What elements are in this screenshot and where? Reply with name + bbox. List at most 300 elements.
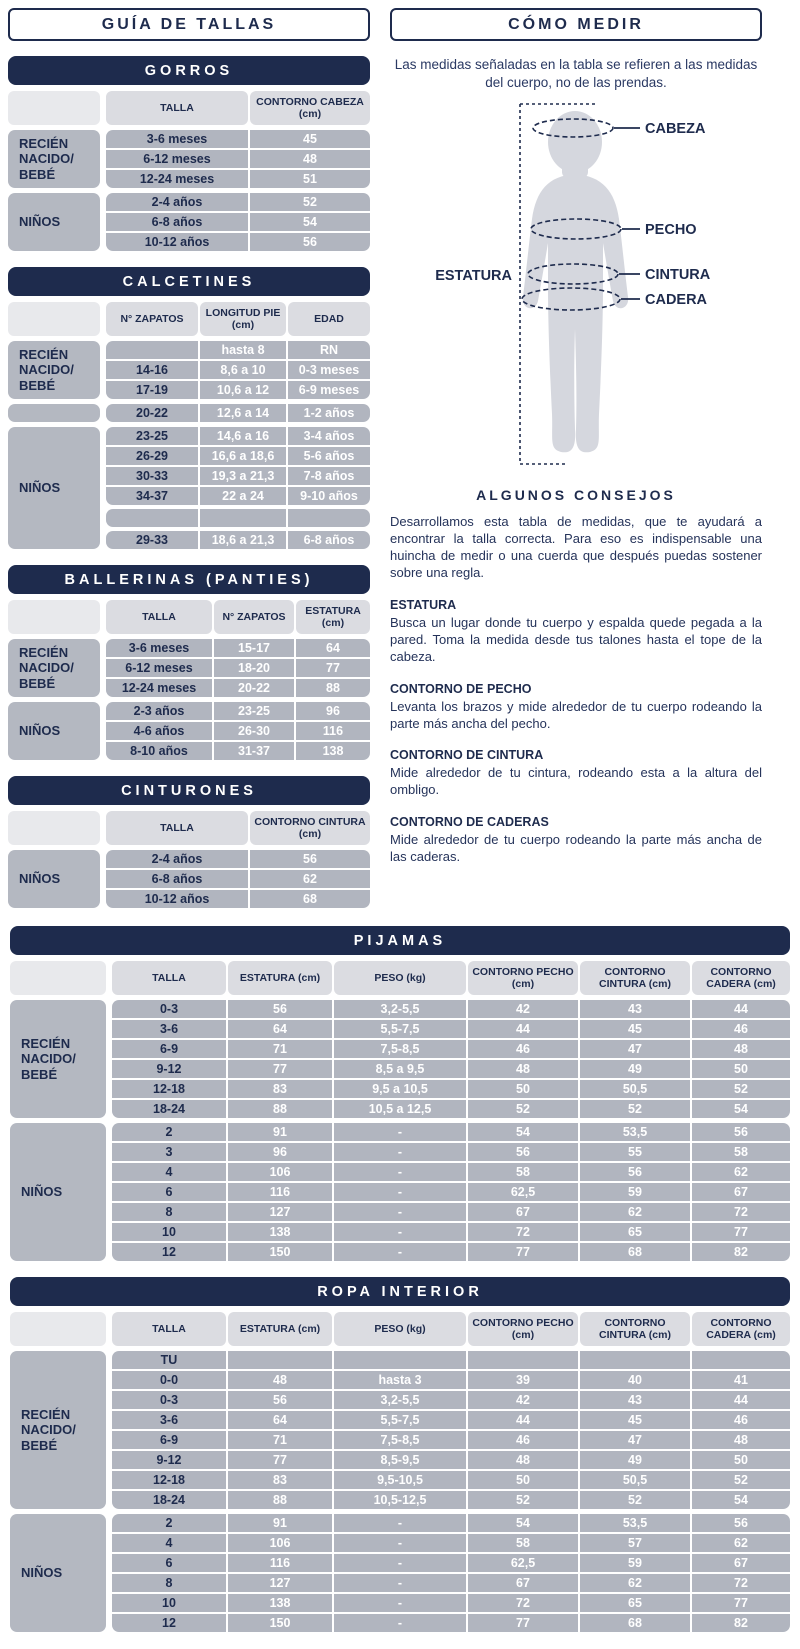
value-cell: 65 xyxy=(580,1223,690,1241)
value-cell: 46 xyxy=(468,1040,578,1058)
value-cell: 54 xyxy=(250,213,370,231)
value-cell: 77 xyxy=(228,1451,332,1469)
corner-cell xyxy=(8,600,100,634)
value-cell: 59 xyxy=(580,1183,690,1201)
header-cells xyxy=(106,600,370,634)
header-row xyxy=(8,600,370,634)
value-cell: 52 xyxy=(580,1491,690,1509)
value-cell: 9,5-10,5 xyxy=(334,1471,466,1489)
value-cell: 1-2 años xyxy=(288,404,370,422)
value-cell: 96 xyxy=(228,1143,332,1161)
table-pijamas xyxy=(10,926,790,1261)
cadera-label: CADERA xyxy=(645,291,708,308)
table-calcetines-body xyxy=(8,302,370,549)
value-cell: 52 xyxy=(468,1491,578,1509)
table-calcetines xyxy=(8,267,370,549)
size-cell: 12-24 meses xyxy=(106,679,212,697)
value-cell: 106 xyxy=(228,1534,332,1552)
value-cell: 8,5 a 9,5 xyxy=(334,1060,466,1078)
value-cell: 50 xyxy=(692,1451,790,1469)
band-groups xyxy=(106,404,370,422)
size-cell: 0-3 xyxy=(112,1000,226,1018)
value-cell: 51 xyxy=(250,170,370,188)
value-cell: 56 xyxy=(228,1000,332,1018)
age-group-label: NIÑOS xyxy=(10,1514,106,1632)
value-cell: 58 xyxy=(468,1534,578,1552)
value-cell: 14,6 a 16 xyxy=(200,427,286,445)
value-cell: 48 xyxy=(250,150,370,168)
value-cell: 56 xyxy=(580,1163,690,1181)
column-header: TALLA xyxy=(112,961,226,995)
value-cell: 8,5-9,5 xyxy=(334,1451,466,1469)
size-cell: 30-33 xyxy=(106,467,198,485)
value-cell: - xyxy=(334,1554,466,1572)
value-cell: 68 xyxy=(580,1243,690,1261)
band-groups xyxy=(112,1514,790,1632)
value-cell: 41 xyxy=(692,1371,790,1389)
column-header: PESO (kg) xyxy=(334,961,466,995)
size-cell: 6-9 xyxy=(112,1040,226,1058)
value-cell: 54 xyxy=(692,1100,790,1118)
column-header: LONGITUD PIE (cm) xyxy=(200,302,286,336)
estatura-label: ESTATURA xyxy=(435,267,512,284)
value-cell: 47 xyxy=(580,1040,690,1058)
value-cell: 56 xyxy=(250,850,370,868)
value-cell: 9,5 a 10,5 xyxy=(334,1080,466,1098)
value-cell: 49 xyxy=(580,1060,690,1078)
value-cell: 71 xyxy=(228,1040,332,1058)
value-cell: 82 xyxy=(692,1614,790,1632)
size-cell: 3-6 xyxy=(112,1020,226,1038)
table-pijamas-header: PIJAMAS xyxy=(10,926,790,955)
size-cell: 9-12 xyxy=(112,1060,226,1078)
corner-cell xyxy=(8,811,100,845)
table-ropa-interior xyxy=(10,1277,790,1632)
value-cell: 44 xyxy=(692,1391,790,1409)
row-group xyxy=(112,1514,790,1632)
value-cell: 62 xyxy=(692,1534,790,1552)
value-cell: 22 a 24 xyxy=(200,487,286,505)
value-cell: 48 xyxy=(228,1371,332,1389)
value-cell xyxy=(288,509,370,527)
value-cell: 57 xyxy=(580,1534,690,1552)
size-cell: 3-6 meses xyxy=(106,130,248,148)
tip-estatura-text: Busca un lugar donde tu cuerpo y espalda quede pegada a la pared. Toma la medida desde tus talones hasta el tope de la cabeza. xyxy=(390,614,762,665)
age-band xyxy=(10,1514,790,1632)
value-cell: - xyxy=(334,1143,466,1161)
size-cell: 26-29 xyxy=(106,447,198,465)
full-width-tables xyxy=(0,924,800,1632)
value-cell xyxy=(334,1351,466,1369)
size-cell: 0-3 xyxy=(112,1391,226,1409)
age-group-label: NIÑOS xyxy=(10,1123,106,1261)
value-cell: 5-6 años xyxy=(288,447,370,465)
value-cell: 116 xyxy=(296,722,370,740)
row-group xyxy=(112,1123,790,1261)
value-cell: 62 xyxy=(692,1163,790,1181)
value-cell: 72 xyxy=(692,1574,790,1592)
size-cell: 8 xyxy=(112,1203,226,1221)
column-header: CONTORNO CADERA (cm) xyxy=(692,1312,790,1346)
value-cell: 42 xyxy=(468,1391,578,1409)
row-group xyxy=(112,1000,790,1118)
size-cell: 2-4 años xyxy=(106,850,248,868)
row-group xyxy=(106,427,370,505)
value-cell: 54 xyxy=(468,1123,578,1141)
body-diagram xyxy=(390,96,762,481)
size-cell: 8 xyxy=(112,1574,226,1592)
value-cell: 26-30 xyxy=(214,722,294,740)
column-header: N° ZAPATOS xyxy=(106,302,198,336)
age-band xyxy=(8,850,370,908)
size-cell: 12-18 xyxy=(112,1471,226,1489)
size-cell: 12 xyxy=(112,1243,226,1261)
size-cell: 0-0 xyxy=(112,1371,226,1389)
row-group xyxy=(106,509,370,527)
value-cell: 150 xyxy=(228,1614,332,1632)
cintura-label: CINTURA xyxy=(645,266,711,283)
pecho-label: PECHO xyxy=(645,221,697,238)
child-silhouette xyxy=(523,111,628,452)
age-group-label: RECIÉN NACIDO/ BEBÉ xyxy=(10,1000,106,1118)
column-header: CONTORNO CADERA (cm) xyxy=(692,961,790,995)
column-header: EDAD xyxy=(288,302,370,336)
value-cell: 3,2-5,5 xyxy=(334,1000,466,1018)
value-cell: 58 xyxy=(468,1163,578,1181)
size-cell: 6-8 años xyxy=(106,213,248,231)
value-cell: - xyxy=(334,1594,466,1612)
age-band xyxy=(8,404,370,422)
column-header: ESTATURA (cm) xyxy=(296,600,370,634)
value-cell: 138 xyxy=(228,1223,332,1241)
header-cells xyxy=(106,811,370,845)
tip-cintura-text: Mide alrededor de tu cintura, rodeando esta a la altura del ombligo. xyxy=(390,765,762,798)
value-cell: 67 xyxy=(468,1574,578,1592)
age-band xyxy=(10,1000,790,1118)
size-cell: 10-12 años xyxy=(106,233,248,251)
column-header: TALLA xyxy=(106,811,248,845)
value-cell: 19,3 a 21,3 xyxy=(200,467,286,485)
value-cell: 48 xyxy=(692,1040,790,1058)
header-row xyxy=(8,91,370,125)
age-group-label xyxy=(8,404,100,422)
value-cell: - xyxy=(334,1614,466,1632)
value-cell: 48 xyxy=(468,1451,578,1469)
size-cell xyxy=(106,341,198,359)
value-cell: 56 xyxy=(228,1391,332,1409)
how-to-measure-title: CÓMO MEDIR xyxy=(390,8,762,41)
age-group-label: RECIÉN NACIDO/ BEBÉ xyxy=(10,1351,106,1509)
age-group-label: NIÑOS xyxy=(8,850,100,908)
size-cell: 12 xyxy=(112,1614,226,1632)
value-cell: 52 xyxy=(692,1471,790,1489)
value-cell: 62 xyxy=(580,1203,690,1221)
size-cell: 6-9 xyxy=(112,1431,226,1449)
value-cell xyxy=(200,509,286,527)
size-guide-column xyxy=(8,8,370,924)
value-cell: 53,5 xyxy=(580,1123,690,1141)
column-header: PESO (kg) xyxy=(334,1312,466,1346)
value-cell: 52 xyxy=(250,193,370,211)
size-cell xyxy=(106,509,198,527)
band-groups xyxy=(112,1123,790,1261)
band-groups xyxy=(112,1351,790,1509)
value-cell: 10,5 a 12,5 xyxy=(334,1100,466,1118)
value-cell: 10,5-12,5 xyxy=(334,1491,466,1509)
value-cell: 77 xyxy=(468,1243,578,1261)
column-header: ESTATURA (cm) xyxy=(228,961,332,995)
value-cell: 64 xyxy=(296,639,370,657)
size-cell: 14-16 xyxy=(106,361,198,379)
value-cell: 44 xyxy=(692,1000,790,1018)
value-cell: 77 xyxy=(296,659,370,677)
cabeza-label: CABEZA xyxy=(645,120,706,137)
value-cell: 68 xyxy=(580,1614,690,1632)
age-band xyxy=(8,702,370,760)
value-cell: 64 xyxy=(228,1411,332,1429)
size-cell: 9-12 xyxy=(112,1451,226,1469)
value-cell: 127 xyxy=(228,1574,332,1592)
table-ballerinas-header: BALLERINAS (PANTIES) xyxy=(8,565,370,594)
value-cell xyxy=(580,1351,690,1369)
size-cell: 3-6 xyxy=(112,1411,226,1429)
age-group-label: NIÑOS xyxy=(8,702,100,760)
header-cells xyxy=(106,302,370,336)
value-cell: 8,6 a 10 xyxy=(200,361,286,379)
value-cell: 6-8 años xyxy=(288,531,370,549)
value-cell: 48 xyxy=(692,1431,790,1449)
value-cell: - xyxy=(334,1223,466,1241)
size-cell: 6-8 años xyxy=(106,870,248,888)
value-cell: 3-4 años xyxy=(288,427,370,445)
value-cell: - xyxy=(334,1514,466,1532)
size-cell: 17-19 xyxy=(106,381,198,399)
row-group xyxy=(106,404,370,422)
value-cell: 62,5 xyxy=(468,1183,578,1201)
value-cell: 77 xyxy=(228,1060,332,1078)
value-cell: 0-3 meses xyxy=(288,361,370,379)
value-cell: 58 xyxy=(692,1143,790,1161)
table-ropa-interior-header: ROPA INTERIOR xyxy=(10,1277,790,1306)
row-group xyxy=(106,193,370,251)
value-cell: 18,6 a 21,3 xyxy=(200,531,286,549)
value-cell: 7-8 años xyxy=(288,467,370,485)
value-cell: 16,6 a 18,6 xyxy=(200,447,286,465)
column-header: TALLA xyxy=(112,1312,226,1346)
age-band xyxy=(8,130,370,188)
column-header: ESTATURA (cm) xyxy=(228,1312,332,1346)
value-cell: 77 xyxy=(692,1223,790,1241)
value-cell: hasta 8 xyxy=(200,341,286,359)
value-cell: 7,5-8,5 xyxy=(334,1040,466,1058)
size-cell: 20-22 xyxy=(106,404,198,422)
size-cell: 3-6 meses xyxy=(106,639,212,657)
size-cell: 6-12 meses xyxy=(106,150,248,168)
header-cells xyxy=(106,91,370,125)
value-cell xyxy=(228,1351,332,1369)
row-group xyxy=(106,341,370,399)
size-cell: 2-3 años xyxy=(106,702,212,720)
value-cell: 77 xyxy=(468,1614,578,1632)
consejos-title: ALGUNOS CONSEJOS xyxy=(476,486,676,503)
value-cell: 82 xyxy=(692,1243,790,1261)
column-header: N° ZAPATOS xyxy=(214,600,294,634)
table-cinturones-body xyxy=(8,811,370,908)
value-cell: 64 xyxy=(228,1020,332,1038)
band-groups xyxy=(112,1000,790,1118)
value-cell: 50,5 xyxy=(580,1080,690,1098)
size-cell: 10-12 años xyxy=(106,890,248,908)
age-group-label: NIÑOS xyxy=(8,193,100,251)
value-cell: 127 xyxy=(228,1203,332,1221)
value-cell: 116 xyxy=(228,1554,332,1572)
value-cell: - xyxy=(334,1163,466,1181)
size-cell: 10 xyxy=(112,1594,226,1612)
value-cell: 45 xyxy=(580,1020,690,1038)
value-cell: RN xyxy=(288,341,370,359)
value-cell: 46 xyxy=(692,1411,790,1429)
value-cell: 39 xyxy=(468,1371,578,1389)
body-diagram-svg xyxy=(390,96,762,476)
value-cell: 47 xyxy=(580,1431,690,1449)
value-cell: 72 xyxy=(468,1223,578,1241)
size-cell: 2 xyxy=(112,1123,226,1141)
value-cell: 56 xyxy=(692,1514,790,1532)
value-cell: - xyxy=(334,1203,466,1221)
value-cell: 50,5 xyxy=(580,1471,690,1489)
column-header: CONTORNO PECHO (cm) xyxy=(468,961,578,995)
size-cell: TU xyxy=(112,1351,226,1369)
tip-pecho-text: Levanta los brazos y mide alrededor de tu cuerpo rodeando la parte más ancha del pecho. xyxy=(390,698,762,731)
value-cell: - xyxy=(334,1243,466,1261)
column-header: CONTORNO PECHO (cm) xyxy=(468,1312,578,1346)
value-cell: - xyxy=(334,1183,466,1201)
value-cell: 67 xyxy=(692,1554,790,1572)
value-cell: 91 xyxy=(228,1123,332,1141)
row-group xyxy=(106,850,370,908)
value-cell: 83 xyxy=(228,1471,332,1489)
size-cell: 4 xyxy=(112,1534,226,1552)
value-cell: 56 xyxy=(468,1143,578,1161)
age-band xyxy=(8,341,370,399)
value-cell: 72 xyxy=(468,1594,578,1612)
age-band xyxy=(10,1351,790,1509)
value-cell: 52 xyxy=(580,1100,690,1118)
row-group xyxy=(106,130,370,188)
value-cell: 71 xyxy=(228,1431,332,1449)
table-gorros-body xyxy=(8,91,370,251)
column-header: TALLA xyxy=(106,91,248,125)
age-band xyxy=(10,1123,790,1261)
value-cell: 5,5-7,5 xyxy=(334,1020,466,1038)
value-cell: 54 xyxy=(692,1491,790,1509)
value-cell: 3,2-5,5 xyxy=(334,1391,466,1409)
consejos-text: Desarrollamos esta tabla de medidas, que te ayudará a encontrar la talla correcta. Para eso es indispensable una huincha de medir o una cuerda que después puedas sostener sobre una regla. xyxy=(390,513,762,581)
header-row xyxy=(10,1312,790,1346)
column-header: CONTORNO CABEZA (cm) xyxy=(250,91,370,125)
tip-cintura-heading: CONTORNO DE CINTURA xyxy=(390,748,544,763)
size-cell: 4 xyxy=(112,1163,226,1181)
value-cell: 12,6 a 14 xyxy=(200,404,286,422)
row-group xyxy=(106,702,370,760)
value-cell: 56 xyxy=(250,233,370,251)
value-cell: 52 xyxy=(468,1100,578,1118)
value-cell: 72 xyxy=(692,1203,790,1221)
row-group xyxy=(106,639,370,697)
size-cell: 6 xyxy=(112,1183,226,1201)
header-row xyxy=(8,811,370,845)
band-groups xyxy=(106,130,370,188)
value-cell: 150 xyxy=(228,1243,332,1261)
value-cell xyxy=(692,1351,790,1369)
age-group-label: RECIÉN NACIDO/ BEBÉ xyxy=(8,130,100,188)
size-cell: 6 xyxy=(112,1554,226,1572)
value-cell: 67 xyxy=(468,1203,578,1221)
value-cell: 68 xyxy=(250,890,370,908)
value-cell: 53,5 xyxy=(580,1514,690,1532)
value-cell: 31-37 xyxy=(214,742,294,760)
column-header: CONTORNO CINTURA (cm) xyxy=(580,1312,690,1346)
value-cell: 15-17 xyxy=(214,639,294,657)
value-cell: 46 xyxy=(468,1431,578,1449)
table-cinturones-header: CINTURONES xyxy=(8,776,370,805)
size-cell: 4-6 años xyxy=(106,722,212,740)
value-cell: 116 xyxy=(228,1183,332,1201)
value-cell: 77 xyxy=(692,1594,790,1612)
column-header: CONTORNO CINTURA (cm) xyxy=(580,961,690,995)
value-cell: 45 xyxy=(580,1411,690,1429)
size-cell: 2-4 años xyxy=(106,193,248,211)
value-cell: 138 xyxy=(296,742,370,760)
size-cell: 12-18 xyxy=(112,1080,226,1098)
size-cell: 2 xyxy=(112,1514,226,1532)
value-cell: 5,5-7,5 xyxy=(334,1411,466,1429)
band-groups xyxy=(106,702,370,760)
value-cell: 40 xyxy=(580,1371,690,1389)
tip-caderas-heading: CONTORNO DE CADERAS xyxy=(390,814,549,829)
value-cell: 65 xyxy=(580,1594,690,1612)
age-group-label: RECIÉN NACIDO/ BEBÉ xyxy=(8,639,100,697)
header-row xyxy=(10,961,790,995)
age-band xyxy=(8,193,370,251)
size-cell: 12-24 meses xyxy=(106,170,248,188)
age-group-label: NIÑOS xyxy=(8,427,100,549)
value-cell: - xyxy=(334,1574,466,1592)
header-row xyxy=(8,302,370,336)
value-cell: 44 xyxy=(468,1020,578,1038)
size-guide-title: GUÍA DE TALLAS xyxy=(8,8,370,41)
row-group xyxy=(106,531,370,549)
column-header: TALLA xyxy=(106,600,212,634)
value-cell: 42 xyxy=(468,1000,578,1018)
value-cell: 7,5-8,5 xyxy=(334,1431,466,1449)
size-cell: 8-10 años xyxy=(106,742,212,760)
value-cell: 43 xyxy=(580,1000,690,1018)
tip-estatura-heading: ESTATURA xyxy=(390,597,457,612)
age-band xyxy=(8,427,370,549)
row-group xyxy=(112,1351,790,1509)
table-cinturones xyxy=(8,776,370,908)
size-cell: 23-25 xyxy=(106,427,198,445)
size-cell: 18-24 xyxy=(112,1100,226,1118)
value-cell: 62,5 xyxy=(468,1554,578,1572)
value-cell: 50 xyxy=(692,1060,790,1078)
size-cell: 18-24 xyxy=(112,1491,226,1509)
header-cells xyxy=(112,961,790,995)
size-cell: 6-12 meses xyxy=(106,659,212,677)
table-ballerinas-body xyxy=(8,600,370,760)
value-cell: 55 xyxy=(580,1143,690,1161)
